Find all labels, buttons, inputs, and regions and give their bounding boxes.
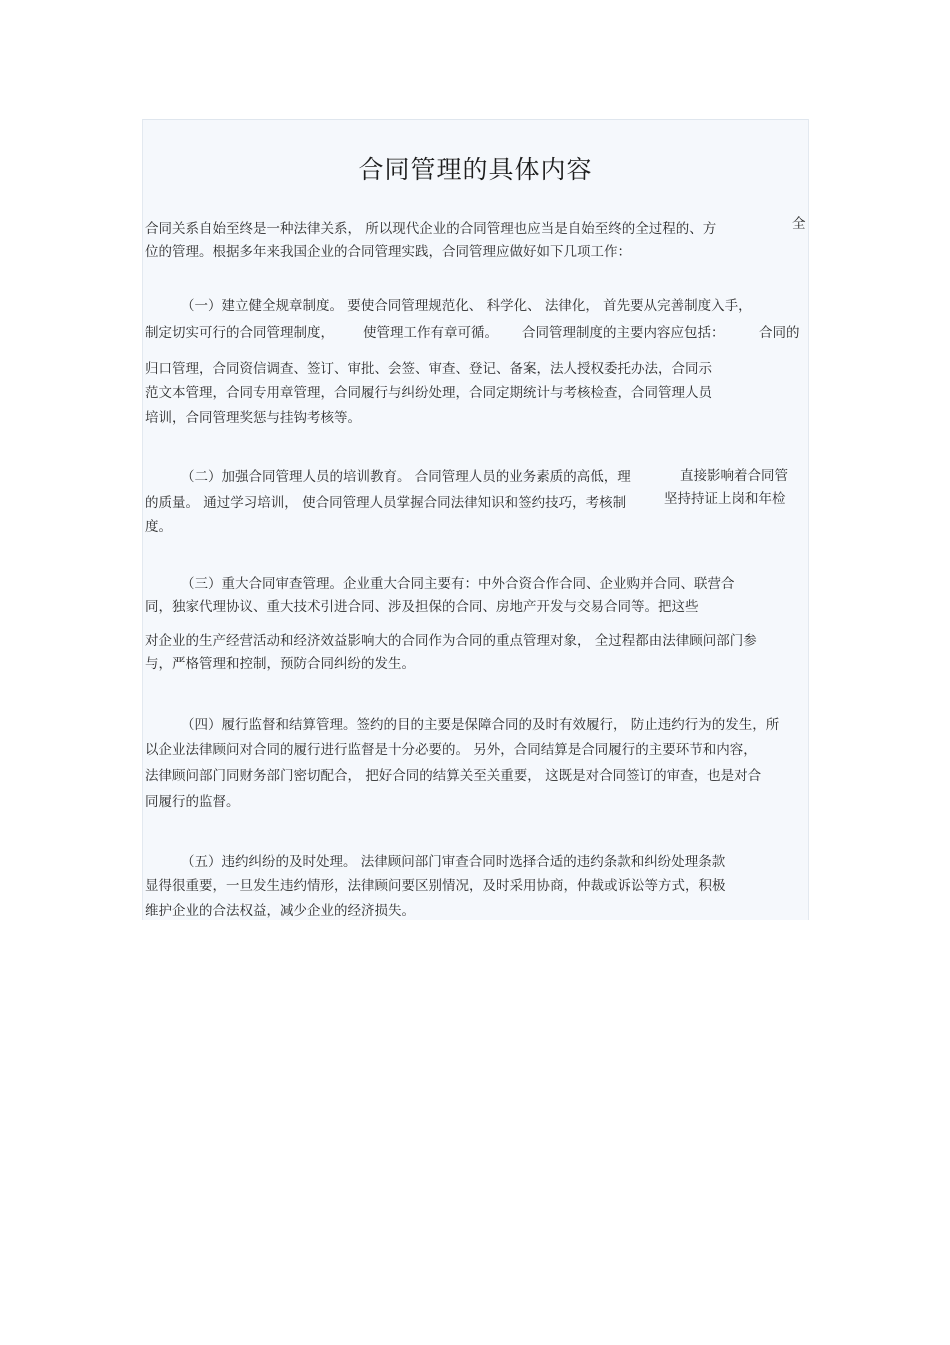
document-title: 合同管理的具体内容 [358,155,593,184]
section1-line-2d: 合同的 [759,325,800,341]
section3-line-3: 对企业的生产经营活动和经济效益影响大的合同作为合同的重点管理对象， 全过程都由法律顾问部门参 [145,633,757,649]
section1-line-4: 范文本管理，合同专用章管理，合同履行与纠纷处理，合同定期统计与考核检查，合同管理人员 [145,385,712,401]
intro-line-2: 位的管理。根据多年来我国企业的合同管理实践，合同管理应做好如下几项工作： [145,244,631,260]
section5-line-1: （五）违约纠纷的及时处理。 法律顾问部门审查合同时选择合适的违约条款和纠纷处理条款 [181,854,726,870]
section4-line-4: 同履行的监督。 [145,794,240,810]
section2-line-1-right: 直接影响着合同管 [680,468,788,484]
section4-line-3: 法律顾问部门同财务部门密切配合， 把好合同的结算关至关重要， 这既是对合同签订的审查，也是对合 [145,768,762,784]
section5-line-3: 维护企业的合法权益，减少企业的经济损失。 [145,903,415,919]
section2-line-3: 度。 [145,519,172,535]
section1-line-3: 归口管理，合同资信调查、签订、审批、会签、审查、登记、备案，法人授权委托办法，合同示 [145,361,712,377]
section1-line-2a: 制定切实可行的合同管理制度， [145,325,334,341]
section4-line-2: 以企业法律顾问对合同的履行进行监督是十分必要的。 另外，合同结算是合同履行的主要环节和内容， [145,742,757,758]
section2-line-2-right: 坚持持证上岗和年检 [664,491,786,507]
section2-line-2: 的质量。 通过学习培训， 使合同管理人员掌握合同法律知识和签约技巧，考核制 [145,495,627,511]
intro-line-1: 合同关系自始至终是一种法律关系， 所以现代企业的合同管理也应当是自始至终的全过程的、方 [145,221,717,237]
intro-line-1-tail: 全 [792,216,806,232]
section5-line-2: 显得很重要，一旦发生违约情形，法律顾问要区别情况，及时采用协商，仲裁或诉讼等方式，积极 [145,878,726,894]
section4-line-1: （四）履行监督和结算管理。签约的目的主要是保障合同的及时有效履行， 防止违约行为的发生，所 [181,717,780,733]
section1-line-1: （一）建立健全规章制度。 要使合同管理规范化、 科学化、 法律化， 首先要从完善制度入手， [181,298,752,314]
section1-line-2b: 使管理工作有章可循。 [363,325,498,341]
section3-line-1: （三）重大合同审查管理。企业重大合同主要有：中外合资合作合同、企业购并合同、联营合 [181,576,735,592]
document-panel [142,119,809,920]
section3-line-4: 与，严格管理和控制，预防合同纠纷的发生。 [145,656,415,672]
section1-line-5: 培训，合同管理奖惩与挂钩考核等。 [145,410,361,426]
section1-line-2c: 合同管理制度的主要内容应包括： [522,325,725,341]
section3-line-2: 同，独家代理协议、重大技术引进合同、涉及担保的合同、房地产开发与交易合同等。把这些 [145,599,699,615]
section2-line-1: （二）加强合同管理人员的培训教育。 合同管理人员的业务素质的高低，理 [181,469,631,485]
